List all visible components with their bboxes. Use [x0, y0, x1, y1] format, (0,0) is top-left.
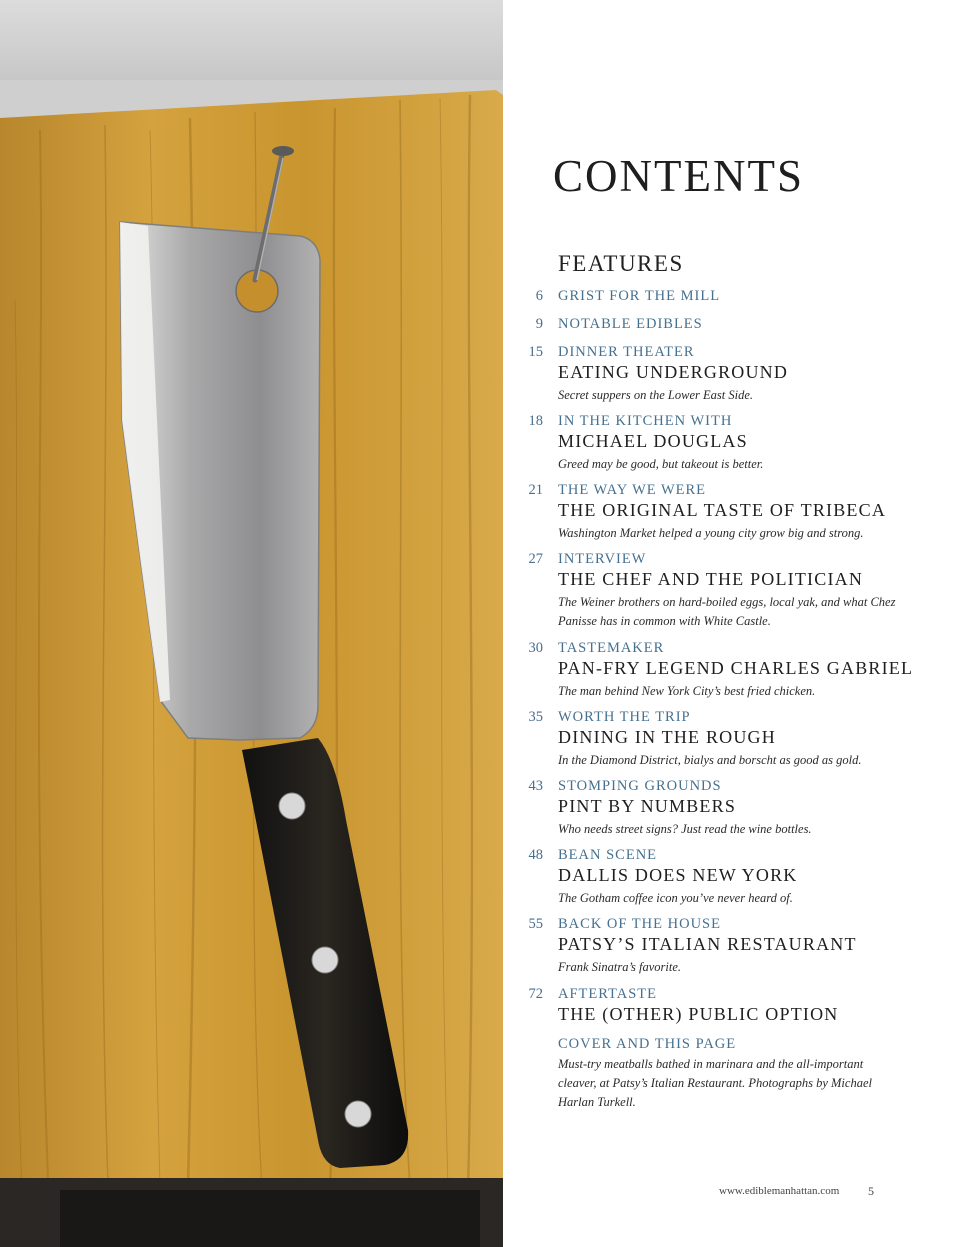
entry-rubric: GRIST FOR THE MILL — [558, 288, 721, 304]
page-number: 48 — [528, 847, 543, 863]
entry-rubric: IN THE KITCHEN WITH — [558, 413, 733, 429]
photo-credit-text: Must-try meatballs bathed in marinara and the all-important cleaver, at Patsy’s Italian Restaurant. Photographs by Michael Harlan Turkell. — [558, 1057, 872, 1109]
entry-headline: PAN-FRY LEGEND CHARLES GABRIEL — [558, 658, 914, 678]
entry-headline: MICHAEL DOUGLAS — [558, 431, 748, 451]
entry-headline: EATING UNDERGROUND — [558, 362, 789, 382]
entry-description: The Gotham coffee icon you’ve never heard of. — [558, 891, 793, 905]
page-number: 6 — [535, 288, 543, 304]
page-number: 30 — [528, 640, 543, 656]
entry-rubric: AFTERTASTE — [558, 986, 657, 1002]
entry-headline: THE CHEF AND THE POLITICIAN — [558, 569, 864, 589]
entry-headline: THE ORIGINAL TASTE OF TRIBECA — [558, 500, 887, 520]
section-heading: FEATURES — [558, 251, 684, 276]
entry-rubric: BACK OF THE HOUSE — [558, 916, 721, 932]
entry-description: Greed may be good, but takeout is better. — [558, 457, 764, 471]
entry-headline: THE (OTHER) PUBLIC OPTION — [558, 1004, 839, 1024]
page-number: 35 — [528, 709, 543, 725]
entry-rubric: COVER AND THIS PAGE — [558, 1036, 737, 1052]
page-number: 27 — [528, 551, 543, 567]
entry-description: Washington Market helped a young city grow big and strong. — [558, 526, 864, 540]
footer-page-number: 5 — [868, 1184, 874, 1198]
entry-rubric: TASTEMAKER — [558, 640, 665, 656]
page-title: CONTENTS — [553, 151, 804, 201]
entry-description: The Weiner brothers on hard-boiled eggs, local yak, and what Chez Panisse has in common with White Castle. — [558, 595, 896, 628]
entry-headline: DINING IN THE ROUGH — [558, 727, 776, 747]
entry-description: Secret suppers on the Lower East Side. — [558, 388, 754, 402]
entry-description: The man behind New York City’s best fried chicken. — [558, 684, 816, 698]
entry-headline: PINT BY NUMBERS — [558, 796, 737, 816]
entry-rubric: STOMPING GROUNDS — [558, 778, 722, 794]
entry-rubric: WORTH THE TRIP — [558, 709, 691, 725]
entry-headline: DALLIS DOES NEW YORK — [558, 865, 798, 885]
page-number: 15 — [528, 344, 543, 360]
page-number: 43 — [528, 778, 543, 794]
entry-description: In the Diamond District, bialys and borscht as good as gold. — [558, 753, 862, 767]
entry-rubric: THE WAY WE WERE — [558, 482, 707, 498]
page-number: 18 — [528, 413, 543, 429]
page-number: 55 — [528, 916, 543, 932]
page-number: 72 — [528, 986, 543, 1002]
entry-description: Who needs street signs? Just read the wine bottles. — [558, 822, 812, 836]
entry-rubric: BEAN SCENE — [558, 847, 658, 863]
entry-rubric: DINNER THEATER — [558, 344, 695, 360]
entry-rubric: INTERVIEW — [558, 551, 647, 567]
entry-rubric: NOTABLE EDIBLES — [558, 316, 703, 332]
entry-description: Frank Sinatra’s favorite. — [558, 960, 682, 974]
footer-url[interactable]: www.ediblemanhattan.com — [719, 1185, 840, 1197]
entry-headline: PATSY’S ITALIAN RESTAURANT — [558, 934, 857, 954]
page-number: 21 — [528, 482, 543, 498]
page-number: 9 — [535, 316, 543, 332]
